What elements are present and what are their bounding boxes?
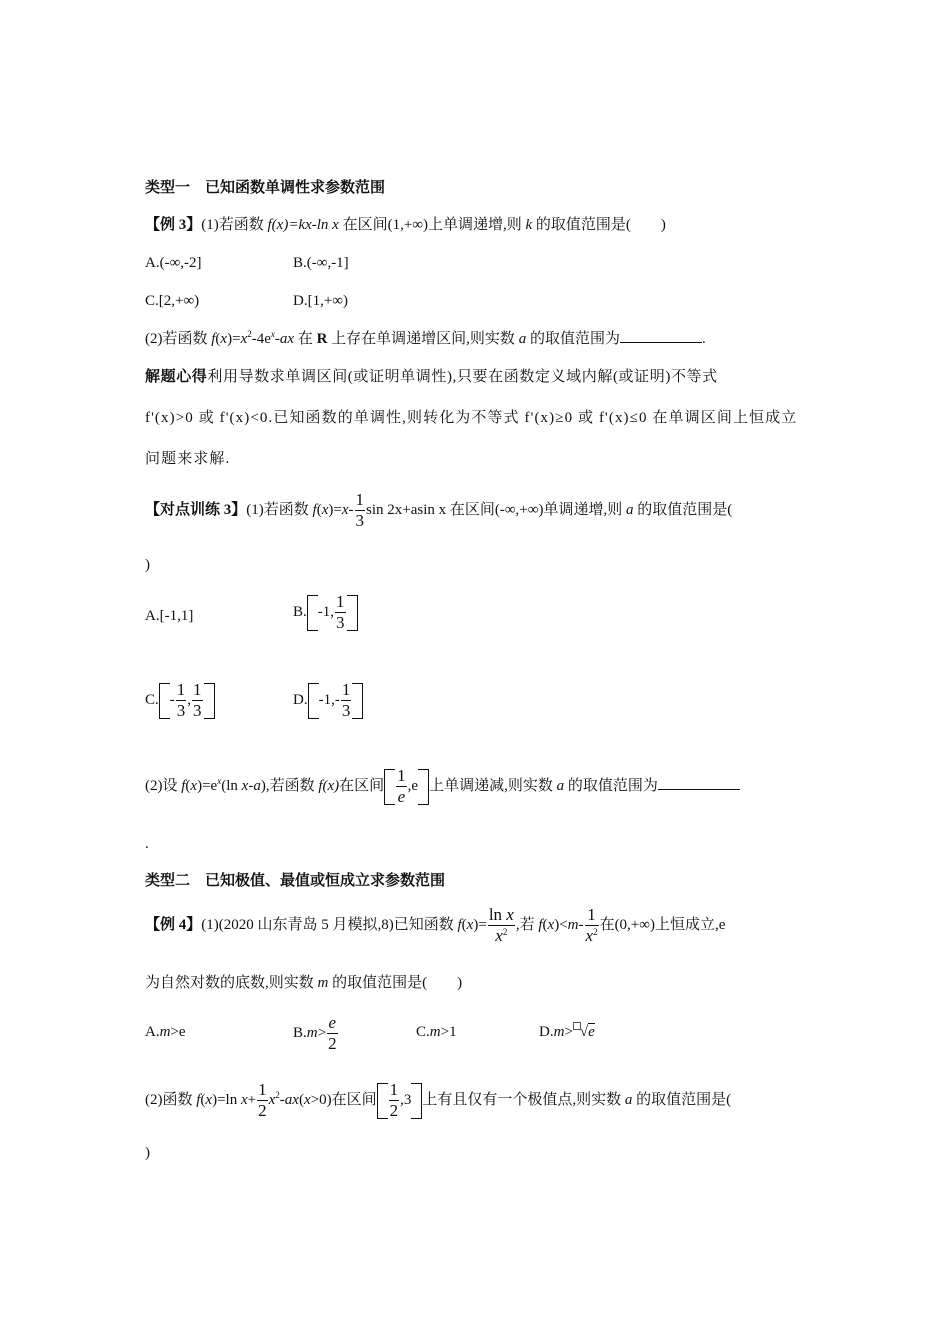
tip-line3: 问题来求解. xyxy=(145,451,231,467)
example4-part1-line2 xyxy=(145,973,462,993)
text: 在 xyxy=(294,331,317,347)
ex3-option-b: B.(-∞,-1] xyxy=(293,255,349,271)
ex4-option-a: A.m>e xyxy=(145,1024,186,1040)
training3-close: ) xyxy=(145,557,150,573)
text: 的取值范围为 xyxy=(564,777,658,794)
text: 的取值范围为 xyxy=(526,331,620,347)
text: 的取值范围是( xyxy=(632,1091,732,1108)
example3-part1 xyxy=(145,215,666,235)
text: (1)(2020 山东青岛 5 月模拟,8)已知函数 xyxy=(201,916,458,933)
text: (2)若函数 xyxy=(145,331,212,347)
tr3-option-a: A.[-1,1] xyxy=(145,608,194,624)
var: m xyxy=(317,975,329,991)
ex4-option-d: D.m> √e xyxy=(539,1024,595,1040)
tr3-option-b: B. -1, $\frac{1}{3}$ xyxy=(293,592,358,633)
example4-close: ) xyxy=(145,1145,150,1161)
tr3-option-c: C. - $\frac{1}{3}$ , $\frac{1}{3}$ xyxy=(145,680,215,721)
function-name: f(x) xyxy=(318,777,340,794)
ex3-option-d: D.[1,+∞) xyxy=(293,293,348,309)
tr3-option-d: D. -1,- $\frac{1}{3}$ xyxy=(293,680,363,721)
text: 的取值范围是( xyxy=(633,501,733,518)
ex3-option-c: C.[2,+∞) xyxy=(145,293,200,309)
radical-icon: √ xyxy=(579,1024,589,1040)
function-expr: f(x)=kx-ln x xyxy=(267,217,339,233)
example4-part1: 【例 4】(1)(2020 山东青岛 5 月模拟,8)已知函数 f(x)= $\frac{\text{ln x}}{x^2}$ ,若 f(x)<m- $\frac{1}{x^2}$ 在(0,+∞)上恒成立,e xyxy=(145,905,726,945)
example3-part2: (2)若函数 $f(x)=x^2-4e^x-ax$ 在 R 上存在单调递增区间,则实数 a 的取值范围为 . xyxy=(145,329,706,347)
var: a xyxy=(624,1091,633,1108)
example4-part2: (2)函数 f(x)=ln x+ $\frac{1}{2}$ $x^2-ax(x>0)$在区间 $\frac{1}{2}$ ,3 上有且仅有一个极值点,则实数 a 的取值范围是( xyxy=(145,1080,732,1120)
text: 上有且仅有一个极值点,则实数 xyxy=(422,1091,625,1108)
training3-tag: 【对点训练 3】 xyxy=(145,501,247,518)
tip-line2: f'(x)>0 或 f'(x)<0.已知函数的单调性,则转化为不等式 f'(x)≥0 或 f'(x)≤0 在单调区间上恒成立 xyxy=(145,410,798,426)
ex4-option-c: C.m>1 xyxy=(416,1024,457,1040)
text: 在(0,+∞)上恒成立,e xyxy=(599,916,726,933)
var: k xyxy=(525,217,533,233)
tip-label: 解题心得 xyxy=(145,369,208,385)
tip-line1 xyxy=(145,367,718,387)
text: (1)若函数 xyxy=(201,217,268,233)
ex4-option-b: B.m> $\frac{e}{2}$ xyxy=(293,1013,337,1053)
text: 上存在单调递增区间,则实数 xyxy=(327,331,519,347)
text: (1)若函数 xyxy=(246,501,313,518)
text: sin 2x+asin x 在区间(-∞,+∞)单调递增,则 xyxy=(366,501,626,518)
training3-part1: 【对点训练 3】(1)若函数 f(x)=x- $\frac{1}{3}$ sin 2x+asin x 在区间(-∞,+∞)单调递增,则 a 的取值范围是( xyxy=(145,490,733,530)
fraction: $\frac{1}{3}$ xyxy=(355,490,364,530)
answer-blank xyxy=(620,329,702,343)
text: 上单调递减,则实数 xyxy=(429,777,557,794)
text: 的取值范围是( ) xyxy=(532,217,666,233)
training3-period: . xyxy=(145,836,149,852)
text: 利用导数求单调区间(或证明单调性),只要在函数定义域内解(或证明)不等式 xyxy=(207,369,718,385)
var: a xyxy=(518,331,527,347)
training3-part2: (2)设 $f(x)=e^x(\ln$ x-a),若函数 f(x)在区间 $\frac{1}{e}$ ,e 上单调递减,则实数 a 的取值范围为 xyxy=(145,766,740,807)
section-title-type2: 类型二 已知极值、最值或恒成立求参数范围 xyxy=(145,873,446,889)
var: a xyxy=(556,777,565,794)
text: . xyxy=(701,331,706,347)
section-title-type1: 类型一 已知函数单调性求参数范围 xyxy=(145,180,386,196)
text: ,若 xyxy=(515,916,539,933)
text: 的取值范围是( ) xyxy=(328,975,463,991)
text: 在区间 xyxy=(331,1091,377,1108)
text: (2)设 xyxy=(145,777,182,794)
example4-tag: 【例 4】 xyxy=(145,916,202,933)
text: 为自然对数的底数,则实数 xyxy=(145,975,318,991)
ex3-option-a: A.(-∞,-2] xyxy=(145,255,202,271)
text: 在区间(1,+∞)上单调递增,则 xyxy=(338,217,526,233)
var: a xyxy=(625,501,634,518)
example3-tag: 【例 3】 xyxy=(145,217,202,233)
text: ,若函数 xyxy=(265,777,319,794)
text: 在区间 xyxy=(339,777,385,794)
answer-blank xyxy=(658,776,740,790)
text: (2)函数 xyxy=(145,1091,197,1108)
real-set: R xyxy=(316,331,328,347)
